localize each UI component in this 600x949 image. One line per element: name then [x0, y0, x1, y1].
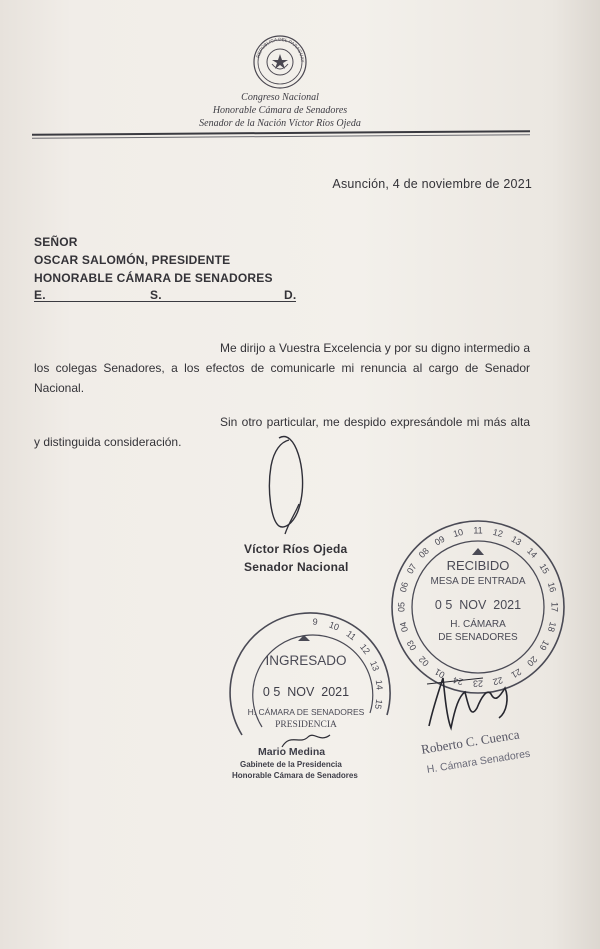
stamp-ring-number: 13 [509, 533, 524, 548]
handwritten-signature [255, 430, 325, 540]
stamp-recibido-chamber2: DE SENADORES [438, 632, 518, 643]
ingresado-signer-role1: Gabinete de la Presidencia [240, 760, 342, 769]
body-paragraph-1: Me dirijo a Vuestra Excelencia y por su digno intermedio a los colegas Senadores, a los efectos de comunicarle mi renuncia al cargo de Senador Nacional. [34, 341, 530, 395]
stamp-ring-number: 12 [491, 526, 504, 540]
stamp-ring-number: 21 [509, 666, 524, 681]
stamp-ring-number: 11 [344, 628, 358, 643]
stamp-recibido-subtitle: MESA DE ENTRADA [430, 576, 526, 587]
stamp-ring-number: 14 [373, 679, 385, 691]
recipient-name: OSCAR SALOMÓN, PRESIDENTE [34, 253, 231, 267]
recipient-s: S. [150, 288, 162, 302]
stamp-ring-number: 24 [452, 674, 465, 688]
seal-text: REPÚBLICA DEL PARAGUAY [255, 36, 306, 63]
stamp-recibido-date: 0 5 NOV 2021 [434, 598, 522, 612]
stamp-ring-number: 06 [397, 581, 411, 594]
ingresado-signer-role2: Honorable Cámara de Senadores [232, 771, 358, 780]
header-congress: Congreso Nacional [241, 92, 319, 103]
ingresado-signer-name: Mario Medina [258, 746, 326, 758]
stamp-ring-number: 10 [452, 526, 465, 540]
stamp-ring-number: 10 [327, 619, 341, 633]
letter-date: Asunción, 4 de noviembre de 2021 [332, 177, 532, 191]
recipient-salutation: SEÑOR [34, 235, 78, 249]
stamp-ingresado-date: 0 5 NOV 2021 [262, 685, 350, 699]
stamp-ring-number: 19 [537, 638, 552, 653]
recipient-institution: HONORABLE CÁMARA DE SENADORES [34, 271, 273, 285]
body-paragraph-2: Sin otro particular, me despido expresándole mi más alta y distinguida consideración. [34, 415, 530, 449]
stamp-ring-number: 09 [432, 533, 447, 548]
stamp-ring-number: 05 [396, 601, 407, 613]
stamp-ring-number: 15 [537, 561, 552, 576]
signer-title: Senador Nacional [244, 560, 349, 574]
stamp-ingresado-chamber: H. CÁMARA DE SENADORES [247, 707, 365, 717]
stamp-ingresado-title: INGRESADO [265, 653, 347, 668]
stamp-ingresado-office: PRESIDENCIA [275, 720, 337, 730]
stamp-ring-number: 17 [549, 601, 560, 613]
recipient-d: D. [284, 288, 297, 302]
stamp-ring-number: 15 [372, 698, 385, 711]
stamp-ring-number: 08 [416, 545, 431, 560]
stamp-ring-number: 22 [491, 674, 504, 688]
stamp-ring-number: 04 [397, 620, 411, 633]
recibido-signer-name: Roberto C. Cuenca [420, 726, 521, 757]
stamp-ring-number: 13 [368, 659, 382, 673]
stamp-ring-number: 12 [357, 642, 373, 657]
header-senator: Senador de la Nación Víctor Ríos Ojeda [199, 118, 361, 129]
esd-line [34, 287, 296, 302]
stamp-ring-number: 23 [472, 678, 484, 689]
signer-name: Víctor Ríos Ojeda [244, 542, 348, 556]
stamp-ring-number: 07 [404, 561, 419, 576]
stamp-ring-number: 02 [416, 654, 431, 669]
recipient-e: E. [34, 288, 46, 302]
stamp-ring-number: 20 [525, 654, 540, 669]
stamp-recibido-title: RECIBIDO [446, 558, 510, 573]
stamp-ring-number: 9 [312, 616, 319, 627]
stamp-ring-number: 03 [404, 638, 419, 653]
stamp-ring-number: 16 [545, 581, 559, 594]
stamp-ring-number: 14 [525, 545, 540, 560]
stamp-ring-number: 01 [432, 666, 447, 681]
recibido-signer-org: H. Cámara Senadores [426, 747, 532, 776]
header-chamber: Honorable Cámara de Senadores [212, 105, 348, 116]
stamp-ring-number: 18 [545, 620, 559, 633]
stamp-ring-number: 11 [473, 525, 483, 536]
national-seal-icon [250, 34, 310, 90]
stamp-recibido-chamber1: H. CÁMARA [450, 619, 506, 630]
